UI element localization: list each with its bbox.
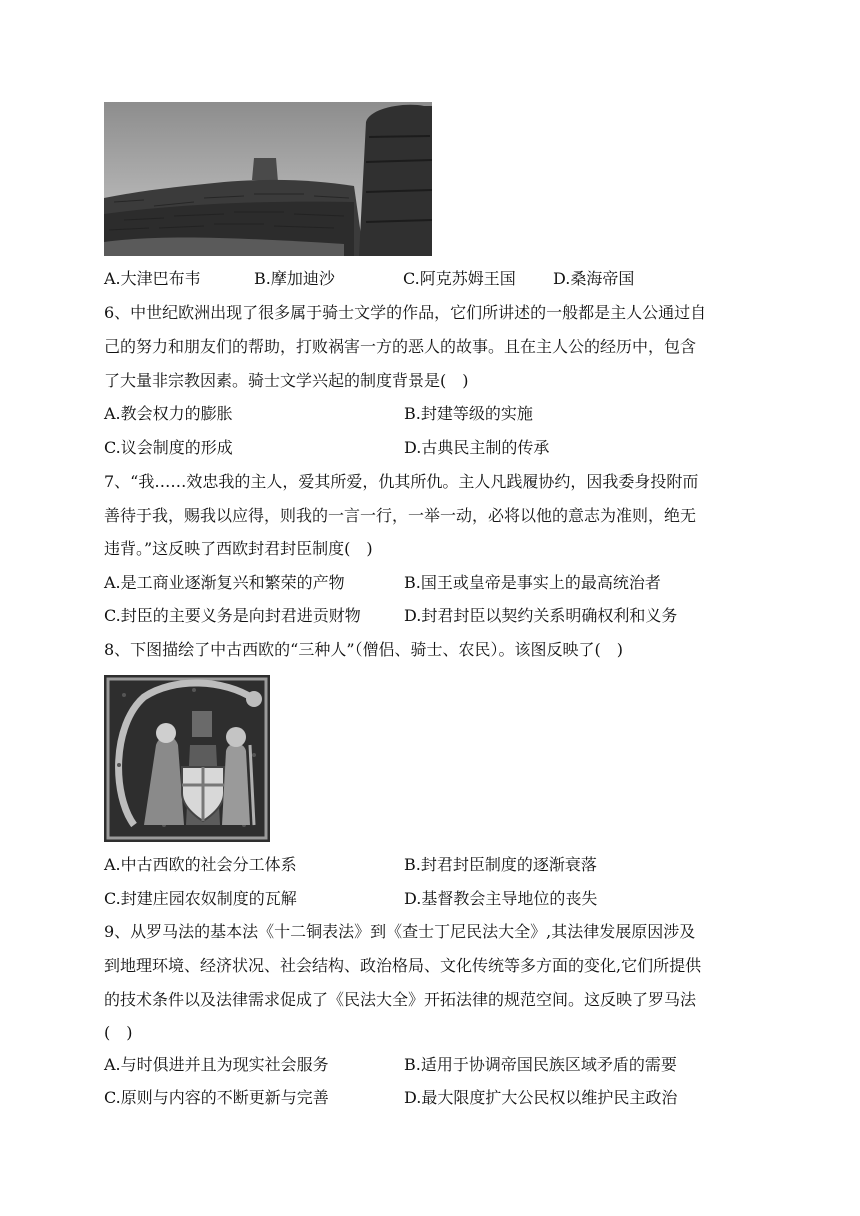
q8-option-a[interactable]: A.中古西欧的社会分工体系 [104, 855, 297, 874]
three-estates-illumination [104, 675, 270, 842]
q6-stem-line-3: 了大量非宗教因素。骑士文学兴起的制度背景是( ) [104, 371, 469, 390]
q8-option-c[interactable]: C.封建庄园农奴制度的瓦解 [104, 889, 297, 908]
q6-stem-line-1: 6、中世纪欧洲出现了很多属于骑士文学的作品，它们所讲述的一般都是主人公通过自 [104, 303, 707, 322]
q6-stem-line-2: 己的努力和朋友们的帮助，打败祸害一方的恶人的故事。且在主人公的经历中，包含 [104, 337, 697, 356]
q8-option-b[interactable]: B.封君封臣制度的逐渐衰落 [404, 855, 597, 874]
q8-stem-line-1: 8、下图描绘了中古西欧的“三种人”（僧侣、骑士、农民）。该图反映了( ) [104, 640, 624, 659]
q9-option-b[interactable]: B.适用于协调帝国民族区域矛盾的需要 [404, 1055, 677, 1074]
q5-option-a[interactable]: A.大津巴布韦 [104, 269, 201, 288]
q7-stem-line-1: 7、“我……效忠我的主人，爱其所爱，仇其所仇。主人凡践履协约，因我委身投附而 [104, 472, 699, 491]
q7-option-c[interactable]: C.封臣的主要义务是向封君进贡财物 [104, 606, 361, 625]
q6-option-d[interactable]: D.古典民主制的传承 [404, 438, 550, 457]
q6-option-b[interactable]: B.封建等级的实施 [404, 404, 533, 423]
q5-option-d[interactable]: D.桑海帝国 [553, 269, 635, 288]
q7-option-b[interactable]: B.国王或皇帝是事实上的最高统治者 [404, 573, 661, 592]
q6-option-c[interactable]: C.议会制度的形成 [104, 438, 233, 457]
q9-option-a[interactable]: A.与时俱进并且为现实社会服务 [104, 1055, 329, 1074]
q8-option-d[interactable]: D.基督教会主导地位的丧失 [404, 889, 598, 908]
q7-option-d[interactable]: D.封君封臣以契约关系明确权利和义务 [404, 606, 678, 625]
q5-option-b[interactable]: B.摩加迪沙 [254, 269, 335, 288]
q7-stem-line-3: 违背。”这反映了西欧封君封臣制度( ) [104, 539, 373, 558]
q9-option-d[interactable]: D.最大限度扩大公民权以维护民主政治 [404, 1088, 678, 1107]
q7-stem-line-2: 善待于我，赐我以应得，则我的一言一行，一举一动，必将以他的意志为准则，绝无 [104, 506, 697, 525]
q9-stem-line-3: 的技术条件以及法律需求促成了《民法大全》开拓法律的规范空间。这反映了罗马法 [104, 990, 697, 1009]
stone-ruins-photo [104, 102, 432, 256]
q9-stem-line-2: 到地理环境、经济状况、社会结构、政治格局、文化传统等多方面的变化,它们所提供 [104, 956, 702, 975]
q9-option-c[interactable]: C.原则与内容的不断更新与完善 [104, 1088, 329, 1107]
q5-option-c[interactable]: C.阿克苏姆王国 [403, 269, 516, 288]
q7-option-a[interactable]: A.是工商业逐渐复兴和繁荣的产物 [104, 573, 345, 592]
q9-stem-line-4: ( ) [104, 1023, 133, 1042]
q6-option-a[interactable]: A.教会权力的膨胀 [104, 404, 233, 423]
q9-stem-line-1: 9、从罗马法的基本法《十二铜表法》到《查士丁尼民法大全》,其法律发展原因涉及 [104, 922, 696, 941]
